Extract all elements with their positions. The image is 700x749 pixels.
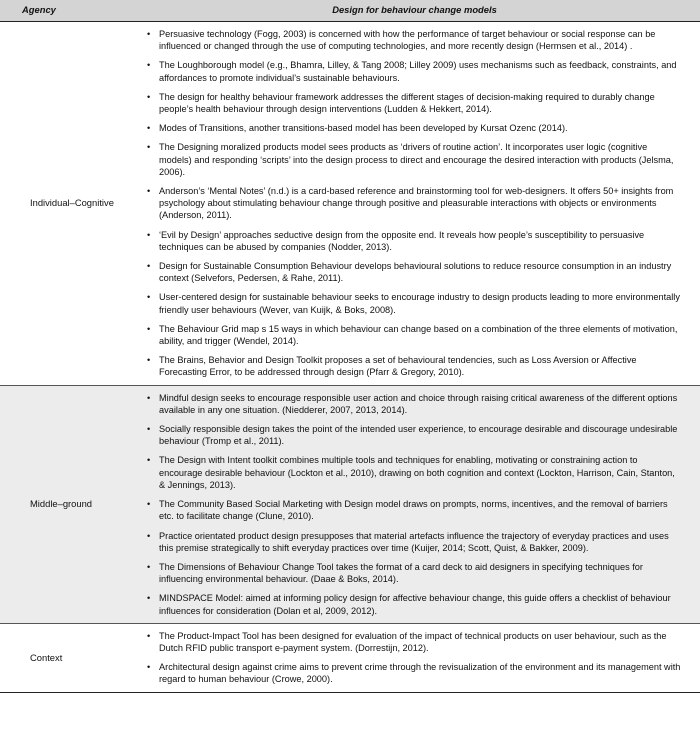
- model-description: User-centered design for sustainable behaviour seeks to encourage industry to design products leading to more environmentally friendly user behaviours (Wever, van Kuijk, & Boks, 2008).: [159, 292, 680, 315]
- models-cell: [129, 385, 700, 623]
- agency-cell: Middle–ground: [0, 385, 129, 623]
- bullet-icon: •: [147, 530, 151, 541]
- bullet-icon: •: [147, 593, 151, 604]
- bullet-icon: •: [147, 424, 151, 435]
- table-header: [0, 0, 700, 22]
- bullet-icon: •: [147, 323, 151, 334]
- bullet-icon: •: [147, 561, 151, 572]
- bullet-icon: •: [147, 142, 151, 153]
- header-agency: Agency: [0, 0, 129, 22]
- header-models: Design for behaviour change models: [129, 0, 700, 22]
- model-description: Design for Sustainable Consumption Behaviour develops behavioural solutions to reduce resource consumption in an industry context (Selvefors, Pedersen, & Rahe, 2011).: [159, 261, 672, 284]
- list-item: [129, 122, 682, 134]
- bullet-icon: •: [147, 630, 151, 641]
- model-description: The Designing moralized products model sees products as ‘drivers of routine action’. It incorporates user logic (cognitive models) and responding ‘scripts’ into the design process to direct and encourage the desired interaction with products (Jelsma, 2006).: [159, 142, 674, 177]
- list-item: [129, 323, 682, 347]
- list-item: [129, 91, 682, 115]
- model-description: Socially responsible design takes the point of the intended user experience, to encourage desirable and discourage undesirable behaviour (Tromp et al., 2011).: [159, 424, 678, 447]
- list-item: [129, 454, 682, 491]
- bullet-icon: •: [147, 60, 151, 71]
- table-row: [0, 385, 700, 623]
- list-item: [129, 561, 682, 585]
- bullet-icon: •: [147, 499, 151, 510]
- list-item: [129, 260, 682, 284]
- model-description: The Community Based Social Marketing with Design model draws on prompts, norms, incentives, and the removal of barriers etc. to facilitate change (Clune, 2010).: [159, 499, 668, 522]
- model-description: The Brains, Behavior and Design Toolkit proposes a set of behavioural tendencies, such as Loss Aversion or Affective Forecasting Error, to be addressed through design (Pfarr & Gregory, 2010).: [159, 355, 637, 378]
- bullet-icon: •: [147, 662, 151, 673]
- list-item: [129, 59, 682, 83]
- bullet-icon: •: [147, 455, 151, 466]
- list-item: [129, 423, 682, 447]
- model-list: [129, 386, 700, 623]
- agency-cell: Individual–Cognitive: [0, 22, 129, 386]
- bullet-icon: •: [147, 392, 151, 403]
- list-item: [129, 28, 682, 52]
- list-item: [129, 185, 682, 222]
- list-item: [129, 229, 682, 253]
- list-item: [129, 141, 682, 178]
- list-item: [129, 592, 682, 616]
- model-description: The Dimensions of Behaviour Change Tool takes the format of a card deck to aid designers in specifying techniques for influencing environmental behaviour. (Daae & Boks, 2014).: [159, 561, 643, 585]
- table-row: [0, 623, 700, 692]
- models-cell: [129, 22, 700, 386]
- bullet-icon: •: [147, 91, 151, 102]
- model-description: Persuasive technology (Fogg, 2003) is concerned with how the performance of target behaviour or social response can be influenced or changed through the use of computing technologies, and more recently design (Hermsen et al., 2014) .: [159, 29, 656, 52]
- bullet-icon: •: [147, 292, 151, 303]
- list-item: [129, 630, 682, 654]
- table-body: [0, 22, 700, 693]
- list-item: [129, 354, 682, 378]
- model-description: Modes of Transitions, another transitions-based model has been developed by Kursat Ozenc (2014).: [159, 123, 568, 134]
- list-item: [129, 530, 682, 554]
- model-description: The Product-Impact Tool has been designed for evaluation of the impact of technical products on user behaviour, such as the Dutch RFID public transport e-payment system. (Dorrestijn, 2012).: [159, 630, 667, 653]
- model-description: ‘Evil by Design’ approaches seductive design from the opposite end. It reveals how people’s susceptibility to persuasive techniques can be abused by companies (Nodder, 2013).: [159, 229, 645, 252]
- model-description: MINDSPACE Model: aimed at informing policy design for affective behaviour change, this guide offers a checklist of behaviour influences for consideration (Dolan et al, 2009, 2012).: [159, 593, 671, 616]
- model-description: The Behaviour Grid map s 15 ways in which behaviour can change based on a combination of the three elements of motivation, ability, and trigger (Wendel, 2014).: [159, 323, 678, 347]
- bullet-icon: •: [147, 123, 151, 134]
- bullet-icon: •: [147, 355, 151, 366]
- list-item: [129, 291, 682, 315]
- bullet-icon: •: [147, 229, 151, 240]
- list-item: [129, 498, 682, 522]
- model-description: The Design with Intent toolkit combines multiple tools and techniques for enabling, motivating or constraining action to encourage desirable behaviour (Lockton et al., 2010), drawing on both cognition and context (Lockton, Harrison, Cain, Stanton, & Jennings, 2013).: [159, 455, 675, 490]
- model-description: Anderson’s ‘Mental Notes’ (n.d.) is a card-based reference and brainstorming tool for web-designers. It offers 50+ insights from psychology about stimulating behaviour change through positive and pleasurable interactions with objects or environments (Anderson, 2011).: [159, 186, 674, 221]
- model-description: The design for healthy behaviour framework addresses the different stages of decision-making required to durably change people’s health behaviour through design interventions (Ludden & Hekkert, 2014).: [159, 91, 655, 115]
- list-item: [129, 661, 682, 685]
- models-cell: [129, 623, 700, 692]
- table-row: [0, 22, 700, 386]
- model-description: Architectural design against crime aims to prevent crime through the revisualization of the environment and its management with regard to human behaviour (Crowe, 2000).: [159, 662, 681, 685]
- agency-cell: Context: [0, 623, 129, 692]
- model-description: Mindful design seeks to encourage responsible user action and choice through raising critical awareness of the different options available in any one situation. (Niedderer, 2007, 2013, 2014).: [159, 392, 678, 415]
- model-list: [129, 624, 700, 692]
- bullet-icon: •: [147, 261, 151, 272]
- model-description: The Loughborough model (e.g., Bhamra, Lilley, & Tang 2008; Lilley 2009) uses mechanisms such as feedback, constraints, and affordances to promote individual’s sustainable behaviours.: [159, 60, 677, 83]
- bullet-icon: •: [147, 29, 151, 39]
- bullet-icon: •: [147, 186, 151, 197]
- list-item: [129, 392, 682, 416]
- model-list: [129, 22, 700, 385]
- model-description: Practice orientated product design presupposes that material artefacts influence the trajectory of everyday practices and uses this premise strategically to shift everyday practices over time (Kuijer, 2014; Scott, Quist, & Bakker, 2009).: [159, 530, 669, 553]
- header-row: [0, 0, 700, 22]
